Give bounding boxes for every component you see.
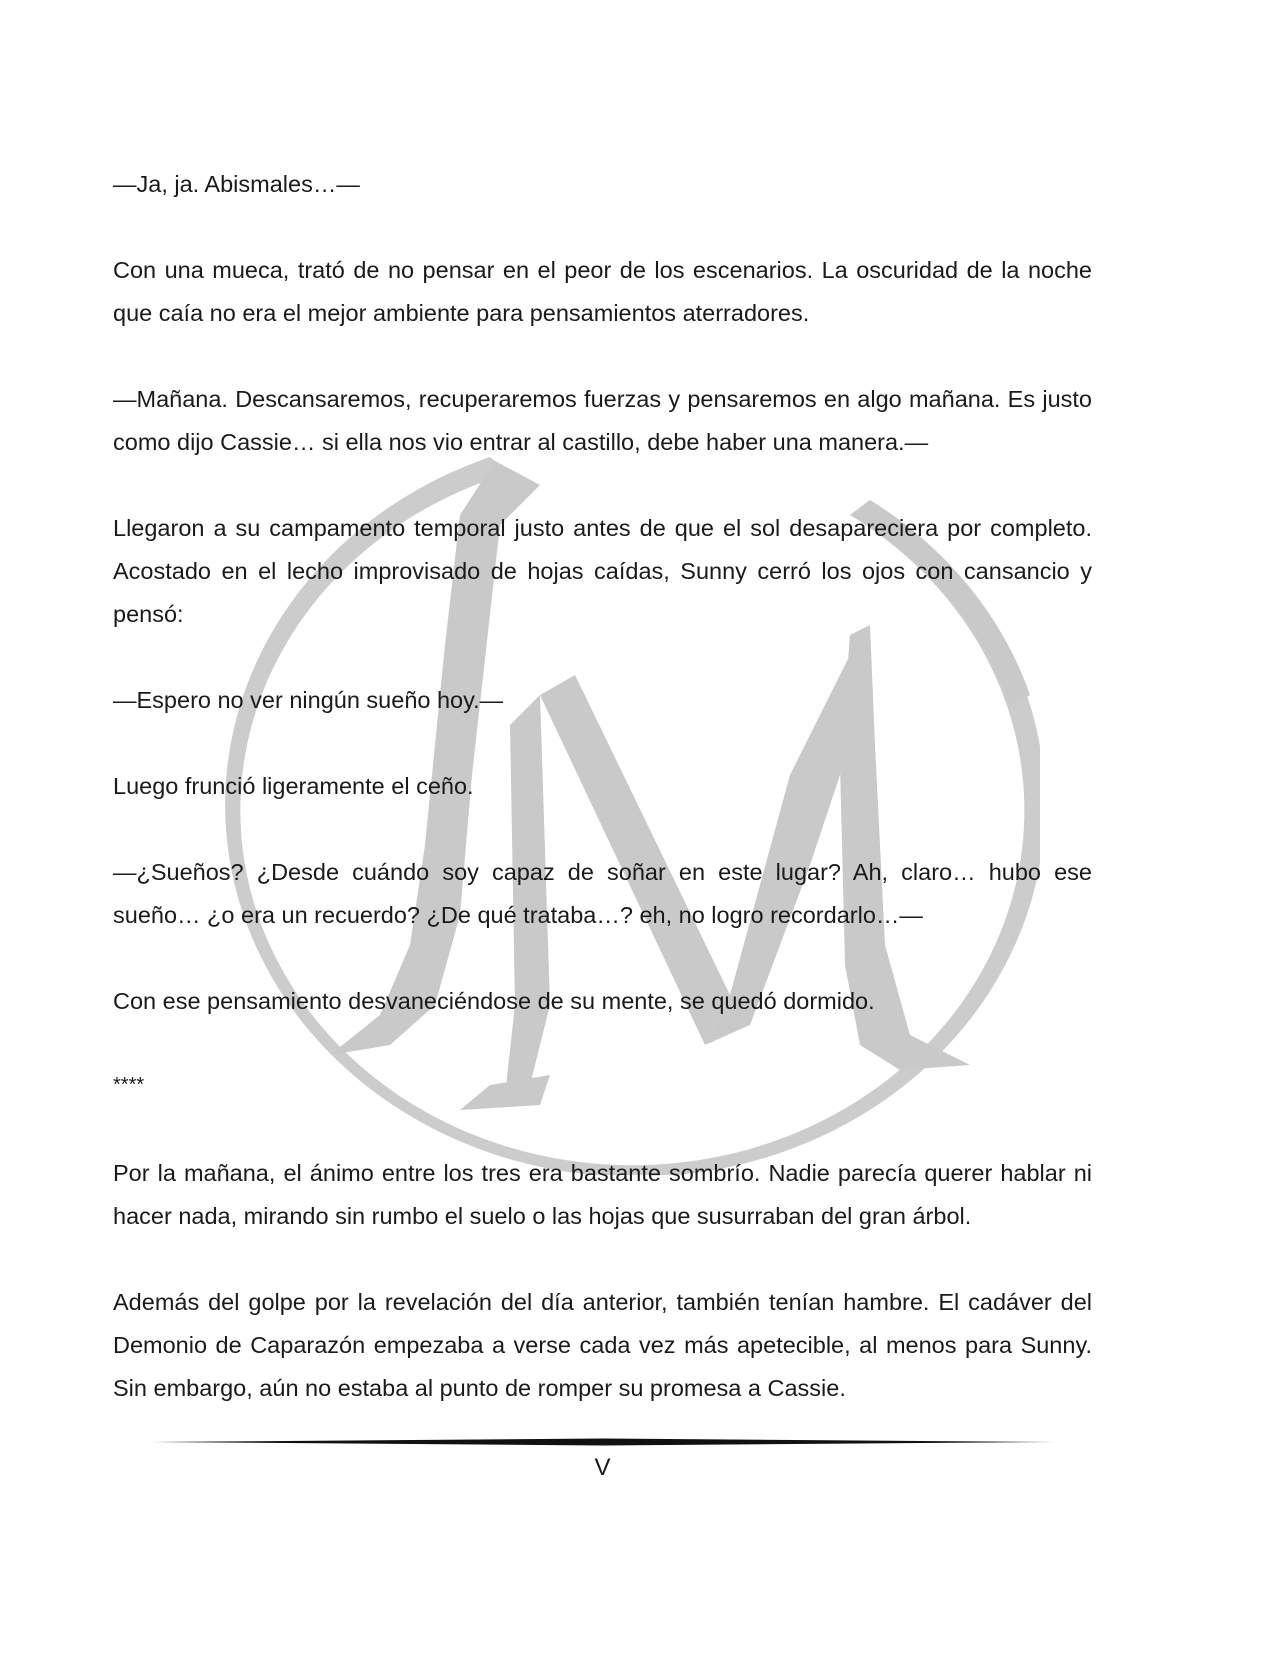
paragraph-3: —Mañana. Descansaremos, recuperaremos fuerzas y pensaremos en algo mañana. Es justo como dijo Cassie… si ella nos vio entrar al castillo, debe haber una manera.— — [113, 386, 1092, 455]
page-number: V — [594, 1454, 611, 1481]
paragraph-7: —¿Sueños? ¿Desde cuándo soy capaz de soñar en este lugar? Ah, claro… hubo ese sueño… ¿o era un recuerdo? ¿De qué trataba…? eh, no logro recordarlo…— — [113, 859, 1092, 928]
paragraph-5: —Espero no ver ningún sueño hoy.— — [113, 687, 504, 713]
paragraph-9: Por la mañana, el ánimo entre los tres era bastante sombrío. Nadie parecía querer hablar ni hacer nada, mirando sin rumbo el suelo o las hojas que susurraban del gran árbol. — [113, 1160, 1092, 1229]
paragraph-6: Luego frunció ligeramente el ceño. — [113, 773, 474, 799]
paragraph-10: Además del golpe por la revelación del día anterior, también tenían hambre. El cadáver del Demonio de Caparazón empezaba a verse cada vez más apetecible, al menos para Sunny. Sin embargo, aún no estaba al punto de romper su promesa a Cassie. — [113, 1289, 1092, 1401]
paragraph-2: Con una mueca, trató de no pensar en el peor de los escenarios. La oscuridad de la noche que caía no era el mejor ambiente para pensamientos aterradores. — [113, 257, 1092, 326]
paragraph-1: —Ja, ja. Abismales…— — [113, 171, 360, 197]
footer-divider — [152, 1438, 1054, 1446]
paragraph-4: Llegaron a su campamento temporal justo antes de que el sol desapareciera por completo. Acostado en el lecho improvisado de hojas caídas, Sunny cerró los ojos con cansancio y pensó: — [113, 515, 1092, 627]
paragraph-8: Con ese pensamiento desvaneciéndose de su mente, se quedó dormido. — [113, 988, 875, 1014]
scene-break: **** — [113, 1074, 145, 1096]
